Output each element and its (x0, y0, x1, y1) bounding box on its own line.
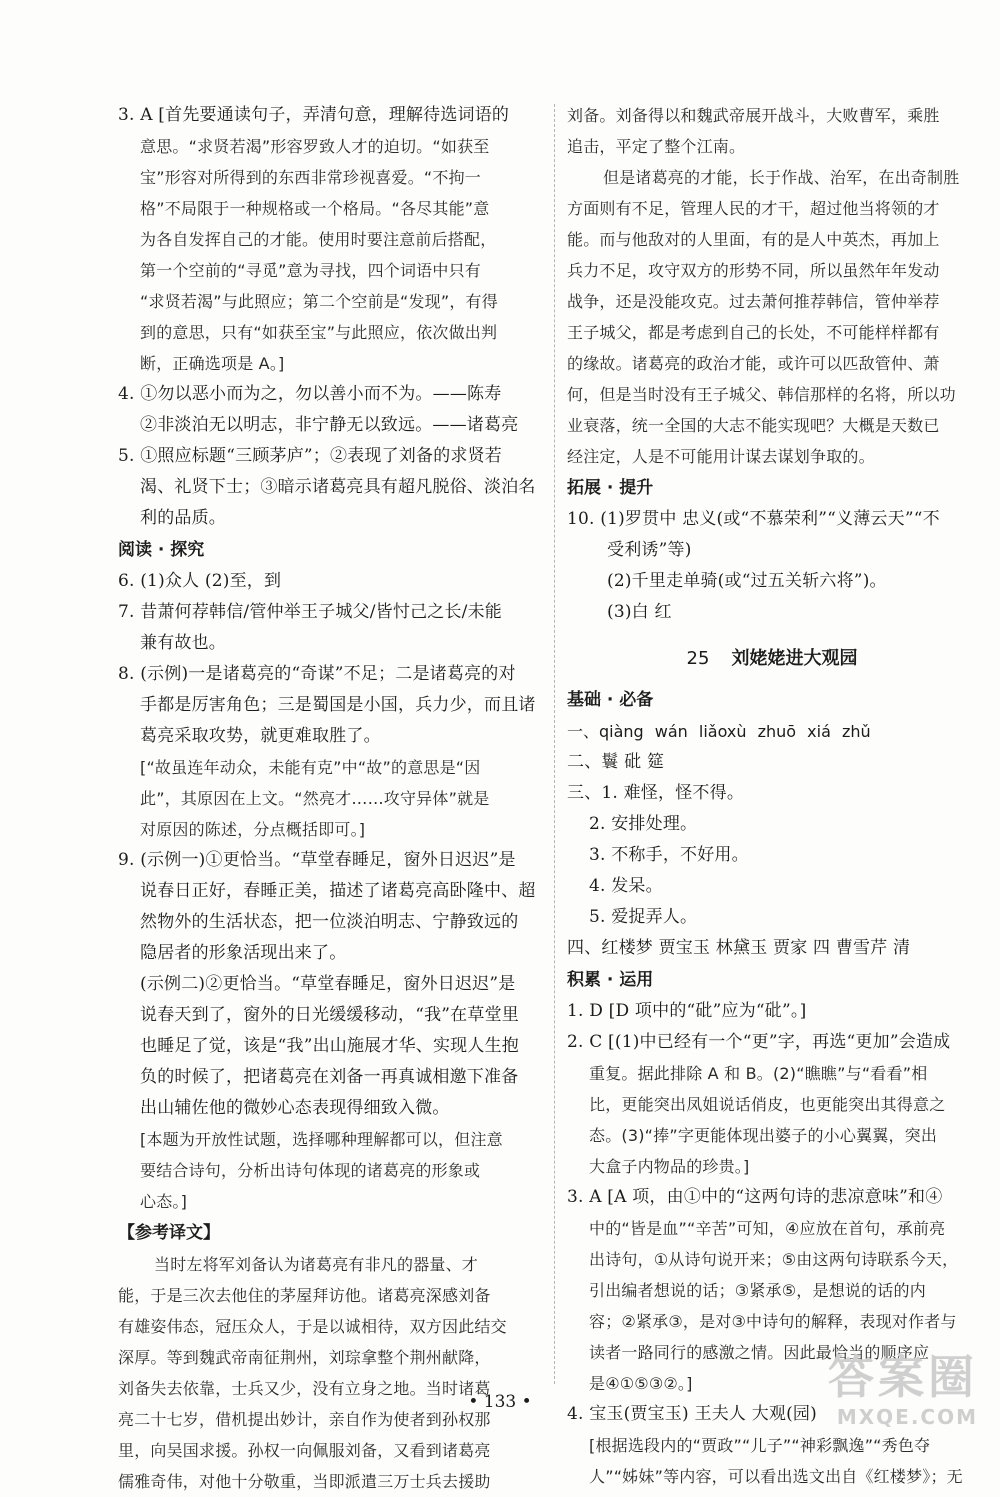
note-line: 此”，其原因在上文。“然亮才……攻守异体”就是 (140, 789, 490, 808)
reference-translation-title: 【参考译文】 (118, 1223, 220, 1243)
note-line: 断，正确选项是 A。] (140, 354, 285, 373)
note-line: 读者一路同行的感激之情。因此最恰当的顺序应 (589, 1343, 930, 1362)
note-line: 容；②紧承③，是对③中诗句的解释，表现对作者与 (589, 1312, 957, 1331)
answer-line: 说春日正好，春睡正美，描述了诸葛亮高卧隆中、超 (140, 881, 536, 901)
answer-line: ②非淡泊无以明志，非宁静无以致远。——诸葛亮 (140, 415, 519, 435)
section-heading-extension: 拓展 · 提升 (567, 478, 654, 498)
note-line: 对原因的陈述，分点概括即可。] (140, 820, 366, 839)
note-line: 是④①⑤③②。] (589, 1374, 693, 1393)
note-line: 出诗句，①从诗句说开来；⑤由这两句诗联系今天， (589, 1250, 959, 1269)
answer-line: 2. C [(1)中已经有一个“更”字，再选“更加”会造成 (567, 1032, 951, 1052)
section-heading-accumulation: 积累 · 运用 (567, 970, 654, 990)
translation-line: 刘备失去依靠，士兵又少，没有立身之地。当时诸葛 (118, 1379, 491, 1398)
answer-line: 6. (1)众人 (2)至，到 (118, 571, 282, 591)
watermark-logo (788, 1349, 978, 1439)
translation-line: 儒雅奇伟，对他十分敬重，当即派遣三万士兵去援助 (118, 1472, 491, 1491)
note-line: 人”“姊妹”等内容，可以看出选文出自《红楼梦》；无 (589, 1467, 963, 1486)
lesson-title (567, 634, 977, 684)
translation-line: 刘备。刘备得以和魏武帝展开战斗，大败曹军，乘胜 (567, 106, 940, 125)
watermark-text: 答案圈 (828, 1350, 978, 1404)
answer-line: 受利诱”等) (607, 540, 692, 560)
translation-line: 里，向吴国求援。孙权一向佩服刘备，又看到诸葛亮 (118, 1441, 491, 1460)
note-line: 为各自发挥自己的才能。使用时要注意前后搭配， (140, 230, 497, 249)
note-line: 态。(3)“捧”字更能体现出婆子的小心翼翼，突出 (589, 1126, 938, 1145)
section-heading-reading: 阅读 · 探究 (118, 540, 205, 560)
answer-line: 也睡足了觉，该是“我”出山施展才华、实现人生抱 (140, 1036, 519, 1056)
answer-line: 隐居者的形象活现出来了。 (140, 943, 347, 963)
answer-line: 手都是厉害角色；三是蜀国是小国，兵力少，而且诸 (140, 695, 536, 715)
answer-line: 出山辅佐他的微妙心态表现得细致入微。 (140, 1098, 450, 1118)
note-line: 心态。] (140, 1192, 188, 1211)
answer-line: 1. D [D 项中的“砒”应为“砒”。] (567, 1001, 807, 1021)
translation-line: 但是诸葛亮的才能，长于作战、治军，在出奇制胜 (603, 168, 960, 187)
column-divider (554, 104, 555, 1384)
answer-line: (3)白 红 (607, 602, 672, 622)
answer-line: 然物外的生活状态，把一位淡泊明志、宁静致远的 (140, 912, 519, 932)
note-line: 重复。据此排除 A 和 B。(2)“瞧瞧”与“看看”相 (589, 1064, 928, 1083)
note-line: 中的“皆是血”“辛苦”可知，④应放在首句，承前亮 (589, 1219, 946, 1238)
note-line: 格”不局限于一种规格或一个格局。“各尽其能”意 (140, 199, 490, 218)
note-line: 大盒子内物品的珍贵。] (589, 1157, 750, 1176)
note-line: 第一个空前的“寻觅”意为寻找，四个词语中只有 (140, 261, 481, 280)
note-line: 宝”形容对所得到的东西非常珍视喜爱。“不拘一 (140, 168, 481, 187)
note-line: 要结合诗句，分析出诗句体现的诸葛亮的形象或 (140, 1161, 481, 1180)
answer-line: 兼有故也。 (140, 633, 226, 653)
answer-line: 9. (示例一)①更恰当。“草堂春睡足，窗外日迟迟”是 (118, 850, 516, 870)
answer-line: 负的时候了，把诸葛亮在刘备一再真诚相邀下准备 (140, 1067, 519, 1087)
watermark-url: MXQE.COM (836, 1405, 978, 1429)
translation-line: 何，但是当时没有王子城父、韩信那样的名将，所以功 (567, 385, 956, 404)
answer-line: 3. A [A 项，由①中的“这两句诗的悲凉意味”和④ (567, 1187, 943, 1207)
translation-line: 亮二十七岁，借机提出妙计，亲自作为使者到孙权那 (118, 1410, 491, 1429)
translation-line: 业衰落，统一全国的大志不能实现吧？大概是天数已 (567, 416, 940, 435)
section-heading-basics: 基础 · 必备 (567, 690, 654, 710)
translation-line: 能。而与他敌对的人里面，有的是人中英杰，再加上 (567, 230, 940, 249)
note-line: 意思。“求贤若渴”形容罗致人才的迫切。“如获至 (140, 137, 490, 156)
translation-line: 能，于是三次去他住的茅屋拜访他。诸葛亮深感刘备 (118, 1286, 491, 1305)
answer-line: 2. 安排处理。 (589, 814, 698, 834)
left-column (118, 100, 543, 1497)
translation-line: 深厚。等到魏武帝南征荆州，刘琮拿整个荆州献降， (118, 1348, 491, 1367)
text-line: 3. A [首先要通读句子，弄清句意，理解待选词语的 (118, 105, 510, 125)
note-line: [本题为开放性试题，选择哪种理解都可以，但注意 (140, 1130, 503, 1149)
answer-line: 说春天到了，窗外的日光缓缓移动，“我”在草堂里 (140, 1005, 519, 1025)
answer-line: 5. 爱捉弄人。 (589, 907, 698, 927)
answer-line: 7. 昔萧何荐韩信/管仲举王子城父/皆忖己之长/未能 (118, 602, 503, 622)
translation-line: 方面则有不足，管理人民的才干，超过他当将领的才 (567, 199, 940, 218)
page-number: • 133 • (468, 1392, 532, 1412)
answer-line: 5. ①照应标题“三顾茅庐”；②表现了刘备的求贤若 (118, 446, 503, 466)
answer-line: 4. 发呆。 (589, 876, 663, 896)
translation-line: 王子城父，都是考虑到自己的长处，不可能样样都有 (567, 323, 940, 342)
translation-line: 当时左将军刘备认为诸葛亮有非凡的器量、才 (154, 1255, 479, 1274)
translation-line: 的缘故。诸葛亮的政治才能，或许可以匹敌管仲、萧 (567, 354, 940, 373)
answer-line: 10. (1)罗贯中 忠义(或“不慕荣利”“义薄云天”“不 (567, 509, 940, 529)
lesson-number: 25 (686, 648, 710, 669)
note-line: [“故虽连年动众，未能有克”中“故”的意思是“因 (140, 758, 481, 777)
translation-line: 追击，平定了整个江南。 (567, 137, 746, 156)
answer-line: 4. 宝玉(贾宝玉) 王夫人 大观(园) (567, 1404, 817, 1424)
note-line: 到的意思，只有“如获至宝”与此照应，依次做出判 (140, 323, 498, 342)
answer-line: (2)千里走单骑(或“过五关斩六将”)。 (607, 571, 887, 591)
translation-line: 有雄姿伟态，冠压众人，于是以诚相待，双方因此结交 (118, 1317, 507, 1336)
answer-line: 葛亮采取攻势，就更难取胜了。 (140, 726, 381, 746)
answer-line: 二、鬟 砒 筵 (567, 752, 665, 772)
answer-line: 四、红楼梦 贾宝玉 林黛玉 贾家 四 曹雪芹 清 (567, 938, 911, 958)
answer-line: 利的品质。 (140, 508, 226, 528)
answer-line: 三、1. 难怪，怪不得。 (567, 783, 745, 803)
note-line: [根据选段内的“贾政”“儿子”“神彩飘逸”“秀色夺 (589, 1436, 931, 1455)
pinyin-line: 一、qiàng wán liǎoxù zhuō xiá zhǔ (567, 722, 871, 741)
answer-line: 渴、礼贤下士；③暗示诸葛亮具有超凡脱俗、淡泊名 (140, 477, 536, 497)
note-line: “求贤若渴”与此照应；第二个空前是“发现”，有得 (140, 292, 498, 311)
answer-line: (示例二)②更恰当。“草堂春睡足，窗外日迟迟”是 (140, 974, 516, 994)
answer-line: 4. ①勿以恶小而为之，勿以善小而不为。——陈寿 (118, 384, 502, 404)
note-line: 引出编者想说的话；③紧承⑤，是想说的话的内 (589, 1281, 926, 1300)
translation-line: 战争，还是没能攻克。过去萧何推荐韩信，管仲举荐 (567, 292, 940, 311)
translation-line: 经注定，人是不可能用计谋去谋划争取的。 (567, 447, 875, 466)
translation-line: 兵力不足，攻守双方的形势不同，所以虽然年年发动 (567, 261, 940, 280)
note-line: 比，更能突出凤姐说话俏皮，也更能突出其得意之 (589, 1095, 946, 1114)
lesson-title-text: 刘姥姥进大观园 (731, 648, 858, 669)
right-column (567, 100, 977, 1492)
answer-line: 3. 不称手，不好用。 (589, 845, 749, 865)
answer-line: 8. (示例)一是诸葛亮的“奇谋”不足；二是诸葛亮的对 (118, 664, 516, 684)
